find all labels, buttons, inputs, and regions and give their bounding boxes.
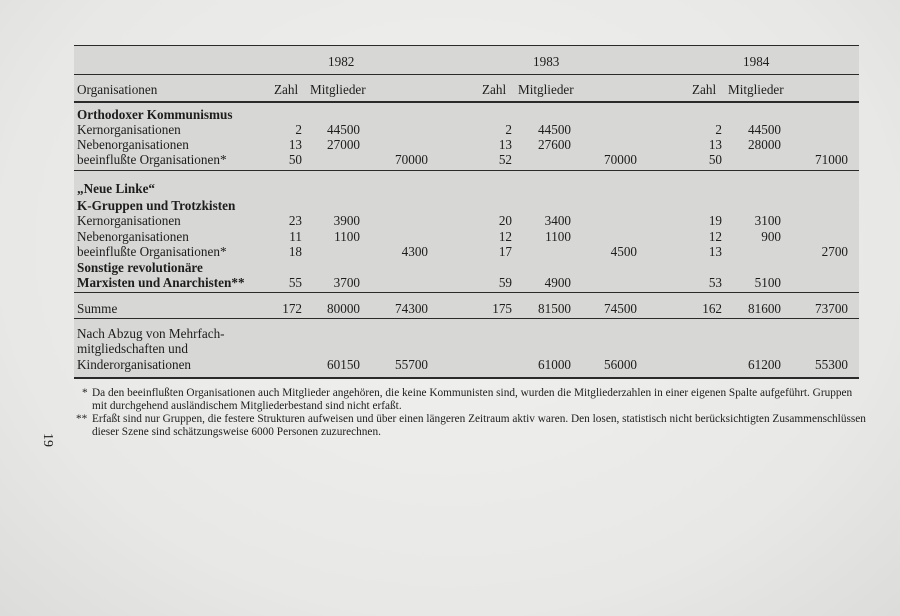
nach-abzug-label-line1: Nach Abzug von Mehrfach- xyxy=(77,326,225,341)
table-cell: 55300 xyxy=(815,357,848,372)
table-cell: 5100 xyxy=(754,275,781,290)
footnote-2 xyxy=(76,413,866,438)
table-cell: 13 xyxy=(708,137,722,152)
column-header-mitglieder: Mitglieder xyxy=(728,82,784,97)
row-label: Nebenorganisationen xyxy=(77,229,189,244)
header-bottom-rule xyxy=(74,101,859,103)
row-label: Nebenorganisationen xyxy=(77,137,189,152)
section-title-orthodoxer-kommunismus: Orthodoxer Kommunismus xyxy=(77,107,233,122)
table-cell: 52 xyxy=(498,152,512,167)
footnote-mark: * xyxy=(82,387,88,399)
table-cell: 44500 xyxy=(327,122,360,137)
table-cell: 12 xyxy=(498,229,512,244)
row-label: Summe xyxy=(77,301,118,316)
nach-abzug-label-line2: mitgliedschaften und xyxy=(77,341,188,356)
table-cell: 19 xyxy=(708,213,722,228)
section-title-neue-linke: „Neue Linke“ xyxy=(77,181,156,196)
footnote-mark: ** xyxy=(76,413,88,425)
table-cell: 44500 xyxy=(538,122,571,137)
table-cell: 59 xyxy=(498,275,512,290)
column-header-mitglieder: Mitglieder xyxy=(518,82,574,97)
table-cell: 74300 xyxy=(395,301,428,316)
row-label: Kernorganisationen xyxy=(77,122,181,137)
table-cell: 3400 xyxy=(544,213,571,228)
table-cell: 60150 xyxy=(327,357,360,372)
table-cell: 81600 xyxy=(748,301,781,316)
table-cell: 162 xyxy=(702,301,722,316)
table-cell: 50 xyxy=(288,152,302,167)
table-cell: 55 xyxy=(288,275,302,290)
nach-abzug-label-line3: Kinderorganisationen xyxy=(77,357,192,372)
table-cell: 81500 xyxy=(538,301,571,316)
table-cell: 20 xyxy=(498,213,512,228)
table-cell: 4900 xyxy=(544,275,571,290)
table-cell: 1100 xyxy=(334,229,360,244)
table-cell: 74500 xyxy=(604,301,637,316)
table-cell: 28000 xyxy=(748,137,781,152)
page-number: 19 xyxy=(40,433,55,447)
table-cell: 73700 xyxy=(815,301,848,316)
column-header-organisationen: Organisationen xyxy=(77,82,158,97)
table-cell: 2 xyxy=(505,122,512,137)
table-cell: 23 xyxy=(288,213,302,228)
table-cell: 2700 xyxy=(821,244,848,259)
table-cell: 3700 xyxy=(333,275,360,290)
column-header-zahl: Zahl xyxy=(692,82,717,97)
table-cell: 55700 xyxy=(395,357,428,372)
table-cell: 44500 xyxy=(748,122,781,137)
footnote-text: Da den beeinflußten Organisationen auch Mitglieder angehören, die keine Kommunisten sind, wurden die Mitgliederzahlen in einer eigenen Spalte aufgeführt. Gruppen mit durchgehend ausländischem Mitgliederbestand sind nicht erfaßt. xyxy=(92,387,853,412)
footnote-text: Erfaßt sind nur Gruppen, die festere Strukturen aufweisen und über einen längeren Zeitraum aktiv waren. Den losen, statistisch nicht berücksichtigten Zusammenschlüssen dieser Szene sind schätzungsweise 6000 Personen zuzurechnen. xyxy=(92,413,866,438)
section-title-sonstige: Sonstige revolutionäre xyxy=(77,260,203,275)
column-header-mitglieder: Mitglieder xyxy=(310,82,366,97)
table-cell: 13 xyxy=(708,244,722,259)
section-rule xyxy=(74,170,859,171)
table-top-rule xyxy=(74,45,859,46)
table-cell: 4300 xyxy=(401,244,428,259)
year-1984: 1984 xyxy=(743,54,770,69)
table-cell: 70000 xyxy=(395,152,428,167)
row-label: beeinflußte Organisationen* xyxy=(77,152,227,167)
table-cell: 50 xyxy=(708,152,722,167)
column-header-zahl: Zahl xyxy=(274,82,299,97)
footnote-1 xyxy=(76,387,866,412)
table-cell: 61000 xyxy=(538,357,571,372)
section-title-marxisten-anarchisten: Marxisten und Anarchisten** xyxy=(77,275,245,290)
table-cell: 900 xyxy=(761,229,781,244)
table-cell: 175 xyxy=(492,301,512,316)
table-cell: 2 xyxy=(295,122,302,137)
table-cell: 4500 xyxy=(610,244,637,259)
table-cell: 27600 xyxy=(538,137,571,152)
table-cell: 61200 xyxy=(748,357,781,372)
column-header-zahl: Zahl xyxy=(482,82,507,97)
table-cell: 12 xyxy=(708,229,722,244)
table-cell: 172 xyxy=(282,301,302,316)
table-cell: 71000 xyxy=(815,152,848,167)
table-cell: 80000 xyxy=(327,301,360,316)
year-1982: 1982 xyxy=(328,54,355,69)
table-cell: 27000 xyxy=(327,137,360,152)
table-cell: 1100 xyxy=(545,229,571,244)
table-bottom-rule xyxy=(74,377,859,379)
table-cell: 17 xyxy=(498,244,512,259)
section-title-k-gruppen: K-Gruppen und Trotzkisten xyxy=(77,198,236,213)
section-rule xyxy=(74,318,859,319)
table-cell: 18 xyxy=(288,244,302,259)
year-header-rule xyxy=(74,74,859,75)
table-cell: 3100 xyxy=(754,213,781,228)
table-cell: 3900 xyxy=(333,213,360,228)
row-label: Kernorganisationen xyxy=(77,213,181,228)
section-rule xyxy=(74,292,859,293)
table-cell: 2 xyxy=(715,122,722,137)
year-1983: 1983 xyxy=(533,54,560,69)
table-cell: 13 xyxy=(288,137,302,152)
table-cell: 70000 xyxy=(604,152,637,167)
table-cell: 11 xyxy=(289,229,302,244)
table-cell: 56000 xyxy=(604,357,637,372)
row-label: beeinflußte Organisationen* xyxy=(77,244,227,259)
table-cell: 53 xyxy=(708,275,722,290)
table-cell: 13 xyxy=(498,137,512,152)
